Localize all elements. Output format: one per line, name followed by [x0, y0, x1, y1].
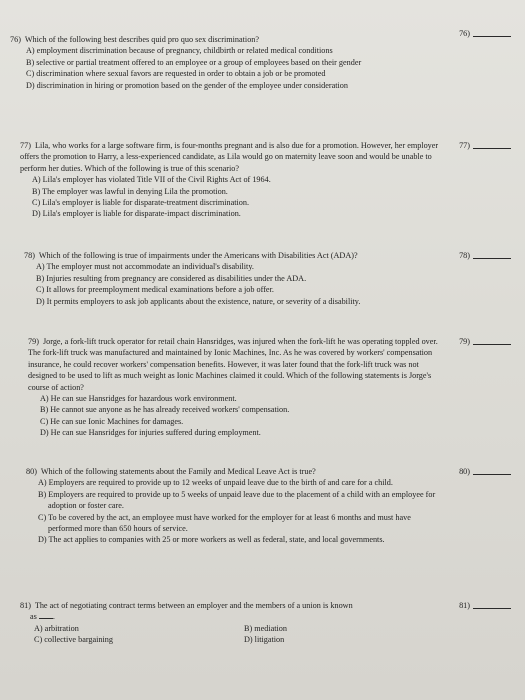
answer-blank-79[interactable]: 79) — [459, 336, 511, 347]
question-77-option-c[interactable]: C) Lila's employer is liable for disparate-treatment discrimination. — [32, 198, 250, 208]
question-79-option-c[interactable]: C) He can sue Ionic Machines for damages. — [40, 416, 184, 426]
question-81-fill-blank: as . — [30, 612, 55, 622]
question-80-option-b[interactable]: B) Employers are required to provide up to 5 weeks of unpaid leave due to the placement of a child with an employee for adoption or foster care. — [38, 489, 436, 511]
question-79-option-a[interactable]: A) He can sue Hansridges for hazardous work environment. — [40, 394, 237, 404]
question-78-option-c[interactable]: C) It allows for preemployment medical examinations before a job offer. — [36, 285, 274, 295]
question-80-option-d[interactable]: D) The act applies to companies with 25 or more workers as well as federal, state, and local governments. — [38, 535, 385, 545]
question-81-option-c[interactable]: C) collective bargaining — [34, 635, 113, 645]
question-78-option-b[interactable]: B) Injuries resulting from pregnancy are considered as disabilities under the ADA. — [36, 273, 307, 283]
question-78-option-d[interactable]: D) It permits employers to ask job applicants about the existence, nature, or severity of a disability. — [36, 296, 361, 306]
question-77-option-a[interactable]: A) Lila's employer has violated Title VII of the Civil Rights Act of 1964. — [32, 175, 271, 185]
question-77-option-b[interactable]: B) The employer was lawful in denying Lila the promotion. — [32, 186, 228, 196]
question-79-stem: 79) Jorge, a fork-lift truck operator for retail chain Hansridges, was injured when the fork-lift he was operating toppled over. The fork-lift truck was manufactured and maintained by Ionic Machines, Inc. As he was covered by workers' compensation insurance, he could recover workers' compensation benefits. However, it was later found that the fork-lift truck was not designed to be used to lift as much weight as Ionic Machines claimed it could. Which of the following statements is Jorge's course of action? — [28, 337, 438, 392]
question-76-option-c[interactable]: C) discrimination where sexual favors are requested in order to obtain a job or be promoted — [26, 69, 326, 79]
question-77-stem: 77) Lila, who works for a large software firm, is four-months pregnant and is also due for a promotion. However, her employer offers the promotion to Harry, a less-experienced candidate, as Lila would go on maternity leave soon and would be unable to perform her duties. Which of the following is true of this scenario? — [20, 141, 439, 173]
question-81-option-d[interactable]: D) litigation — [244, 635, 285, 645]
question-81-option-a[interactable]: A) arbitration — [34, 623, 79, 633]
question-81-stem: 81) The act of negotiating contract terms between an employer and the members of a union is known — [20, 601, 353, 610]
answer-blank-76[interactable]: 76) — [459, 28, 511, 39]
question-80-stem: 80) Which of the following statements about the Family and Medical Leave Act is true? — [26, 467, 316, 476]
question-79-option-b[interactable]: B) He cannot sue anyone as he has already received workers' compensation. — [40, 405, 290, 415]
question-80-option-c[interactable]: C) To be covered by the act, an employee must have worked for the employer for at least 6 months and must have performed more than 650 hours of service. — [38, 512, 411, 534]
question-76-option-d[interactable]: D) discrimination in hiring or promotion based on the gender of the employee under consideration — [26, 80, 348, 90]
question-80-option-a[interactable]: A) Employers are required to provide up to 12 weeks of unpaid leave due to the birth of and care for a child. — [38, 478, 393, 488]
question-76-option-b[interactable]: B) selective or partial treatment offered to an employee or a group of employees based on their gender — [26, 57, 362, 67]
question-76-option-a[interactable]: A) employment discrimination because of pregnancy, childbirth or related medical conditions — [26, 46, 333, 56]
question-78-stem: 78) Which of the following is true of impairments under the Americans with Disabilities Act (ADA)? — [24, 251, 358, 260]
question-76-stem: 76) Which of the following best describes quid pro quo sex discrimination? — [10, 35, 260, 44]
question-79-option-d[interactable]: D) He can sue Hansridges for injuries suffered during employment. — [40, 428, 261, 438]
question-77-option-d[interactable]: D) Lila's employer is liable for disparate-impact discrimination. — [32, 209, 241, 219]
question-78-option-a[interactable]: A) The employer must not accommodate an individual's disability. — [36, 262, 254, 272]
answer-blank-77[interactable]: 77) — [459, 140, 511, 151]
question-81-option-b[interactable]: B) mediation — [244, 623, 287, 633]
answer-blank-78[interactable]: 78) — [459, 250, 511, 261]
answer-blank-80[interactable]: 80) — [459, 466, 511, 477]
answer-blank-81[interactable]: 81) — [459, 600, 511, 611]
